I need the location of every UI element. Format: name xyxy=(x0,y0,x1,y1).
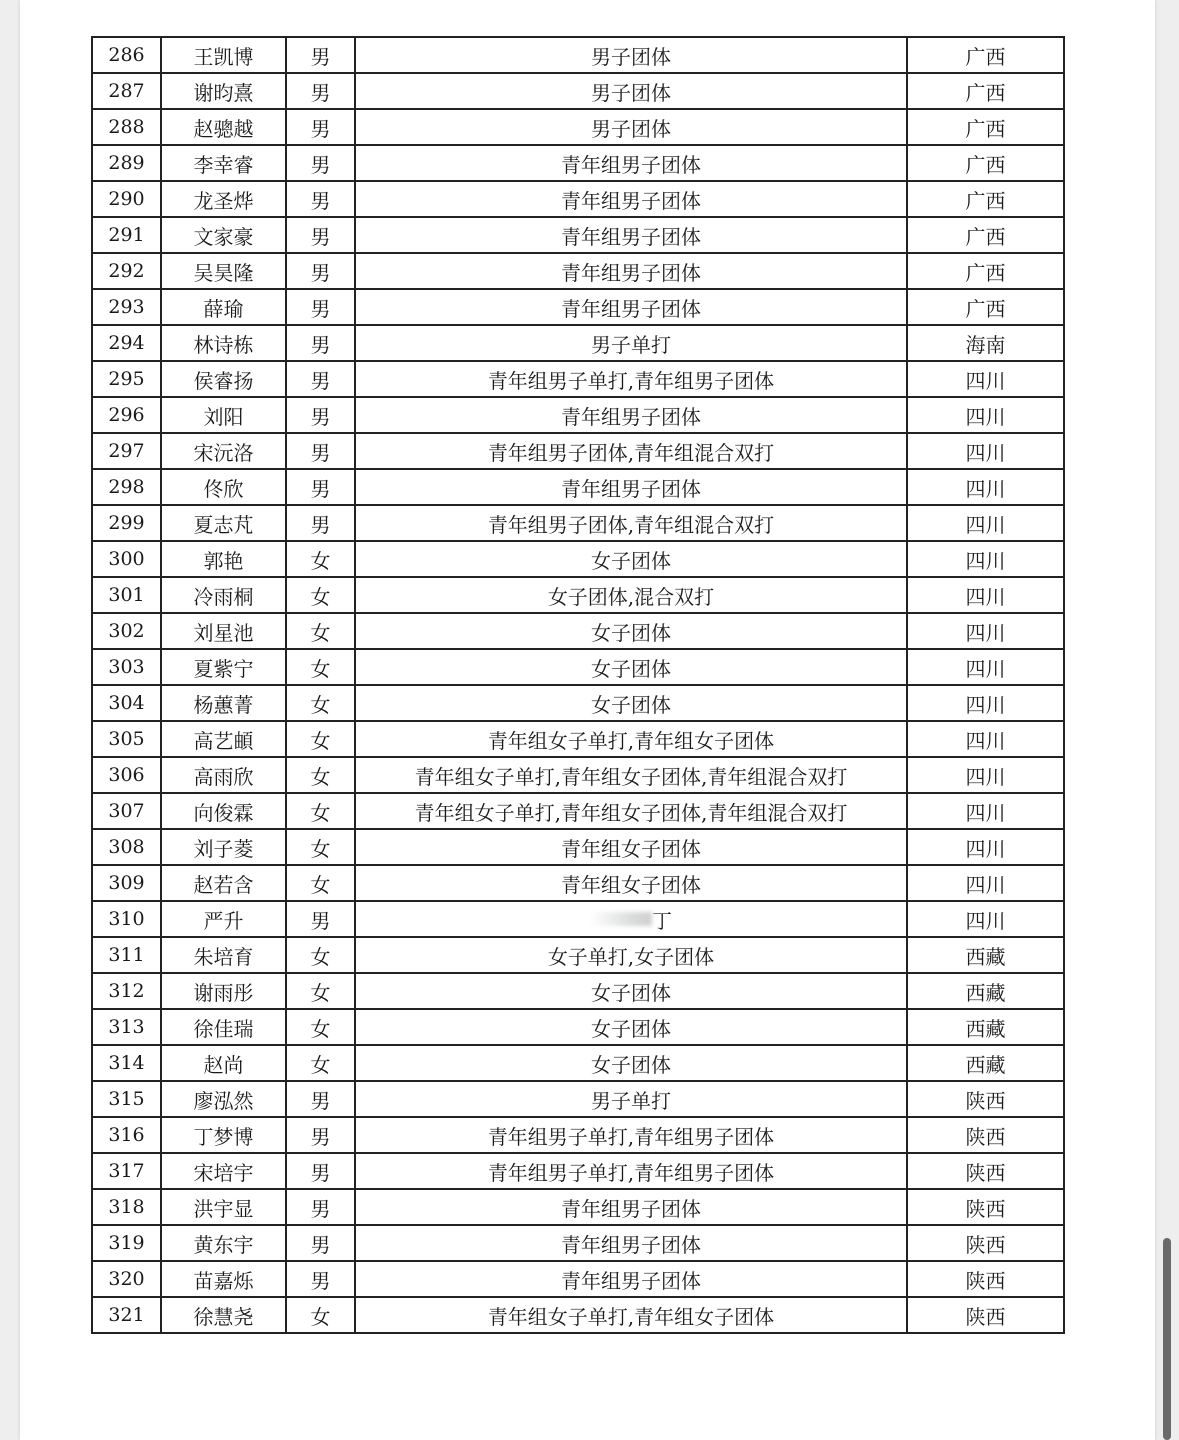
region-cell: 四川 xyxy=(907,397,1064,433)
gender-cell: 男 xyxy=(286,181,355,217)
event-cell: 青年组男子团体 xyxy=(355,181,907,217)
gender-cell: 女 xyxy=(286,757,355,793)
gender-cell: 男 xyxy=(286,1189,355,1225)
gender-cell: 男 xyxy=(286,1117,355,1153)
gender-cell: 女 xyxy=(286,577,355,613)
event-cell: 青年组男子团体 xyxy=(355,397,907,433)
row-number-cell: 309 xyxy=(92,865,161,901)
table-row xyxy=(92,469,1064,505)
region-cell: 广西 xyxy=(907,145,1064,181)
row-number-cell: 303 xyxy=(92,649,161,685)
region-cell: 西藏 xyxy=(907,973,1064,1009)
event-cell: 青年组男子单打,青年组男子团体 xyxy=(355,361,907,397)
event-cell xyxy=(355,901,907,937)
player-name-cell: 高艺頔 xyxy=(161,721,286,757)
row-number-cell: 311 xyxy=(92,937,161,973)
gender-cell: 男 xyxy=(286,397,355,433)
gender-cell: 女 xyxy=(286,649,355,685)
region-cell: 四川 xyxy=(907,901,1064,937)
event-cell: 女子团体 xyxy=(355,541,907,577)
player-name-cell: 刘星池 xyxy=(161,613,286,649)
event-cell: 青年组男子团体 xyxy=(355,289,907,325)
player-name-cell: 黄东宇 xyxy=(161,1225,286,1261)
region-cell: 四川 xyxy=(907,469,1064,505)
player-name-cell: 夏紫宁 xyxy=(161,649,286,685)
region-cell: 广西 xyxy=(907,37,1064,73)
player-name-cell: 严升 xyxy=(161,901,286,937)
gender-cell: 男 xyxy=(286,289,355,325)
table-row xyxy=(92,649,1064,685)
table-row xyxy=(92,325,1064,361)
region-cell: 四川 xyxy=(907,793,1064,829)
event-cell: 青年组女子单打,青年组女子团体 xyxy=(355,1297,907,1333)
player-name-cell: 朱培育 xyxy=(161,937,286,973)
row-number-cell: 306 xyxy=(92,757,161,793)
event-cell: 女子团体 xyxy=(355,1009,907,1045)
region-cell: 广西 xyxy=(907,73,1064,109)
row-number-cell: 298 xyxy=(92,469,161,505)
row-number-cell: 286 xyxy=(92,37,161,73)
player-name-cell: 赵尚 xyxy=(161,1045,286,1081)
player-name-cell: 徐佳瑞 xyxy=(161,1009,286,1045)
row-number-cell: 307 xyxy=(92,793,161,829)
gender-cell: 男 xyxy=(286,253,355,289)
player-name-cell: 洪宇显 xyxy=(161,1189,286,1225)
event-cell: 青年组女子单打,青年组女子团体,青年组混合双打 xyxy=(355,793,907,829)
gender-cell: 女 xyxy=(286,793,355,829)
event-cell: 青年组女子单打,青年组女子团体,青年组混合双打 xyxy=(355,757,907,793)
row-number-cell: 288 xyxy=(92,109,161,145)
table-row xyxy=(92,217,1064,253)
region-cell: 广西 xyxy=(907,217,1064,253)
event-cell: 男子团体 xyxy=(355,73,907,109)
table-row xyxy=(92,1225,1064,1261)
table-row xyxy=(92,181,1064,217)
region-cell: 四川 xyxy=(907,577,1064,613)
row-number-cell: 302 xyxy=(92,613,161,649)
player-roster-table xyxy=(91,36,1065,1334)
table-row xyxy=(92,37,1064,73)
row-number-cell: 318 xyxy=(92,1189,161,1225)
player-name-cell: 徐慧尧 xyxy=(161,1297,286,1333)
region-cell: 陕西 xyxy=(907,1117,1064,1153)
event-cell: 女子团体 xyxy=(355,649,907,685)
gender-cell: 女 xyxy=(286,721,355,757)
row-number-cell: 320 xyxy=(92,1261,161,1297)
gender-cell: 男 xyxy=(286,901,355,937)
player-name-cell: 赵若含 xyxy=(161,865,286,901)
player-name-cell: 佟欣 xyxy=(161,469,286,505)
player-name-cell: 李幸睿 xyxy=(161,145,286,181)
table-row xyxy=(92,865,1064,901)
region-cell: 四川 xyxy=(907,865,1064,901)
event-cell: 青年组男子团体,青年组混合双打 xyxy=(355,505,907,541)
table-row xyxy=(92,397,1064,433)
table-row xyxy=(92,757,1064,793)
event-cell: 青年组男子团体 xyxy=(355,469,907,505)
player-name-cell: 丁梦博 xyxy=(161,1117,286,1153)
table-row xyxy=(92,253,1064,289)
event-cell: 男子单打 xyxy=(355,1081,907,1117)
gender-cell: 女 xyxy=(286,973,355,1009)
gender-cell: 女 xyxy=(286,865,355,901)
table-row xyxy=(92,145,1064,181)
player-name-cell: 林诗栋 xyxy=(161,325,286,361)
gender-cell: 女 xyxy=(286,1009,355,1045)
event-cell: 青年组男子团体 xyxy=(355,1189,907,1225)
event-cell: 青年组女子团体 xyxy=(355,865,907,901)
event-cell: 女子团体,混合双打 xyxy=(355,577,907,613)
row-number-cell: 293 xyxy=(92,289,161,325)
player-name-cell: 苗嘉烁 xyxy=(161,1261,286,1297)
row-number-cell: 299 xyxy=(92,505,161,541)
table-row xyxy=(92,505,1064,541)
table-row xyxy=(92,541,1064,577)
player-name-cell: 谢雨彤 xyxy=(161,973,286,1009)
region-cell: 四川 xyxy=(907,505,1064,541)
scrollbar-thumb[interactable] xyxy=(1163,1238,1171,1440)
table-row xyxy=(92,73,1064,109)
row-number-cell: 310 xyxy=(92,901,161,937)
table-row xyxy=(92,1153,1064,1189)
table-row xyxy=(92,613,1064,649)
table-row xyxy=(92,901,1064,937)
row-number-cell: 290 xyxy=(92,181,161,217)
row-number-cell: 300 xyxy=(92,541,161,577)
event-cell: 青年组男子团体 xyxy=(355,217,907,253)
region-cell: 陕西 xyxy=(907,1081,1064,1117)
gender-cell: 男 xyxy=(286,1261,355,1297)
event-text: 丁 xyxy=(652,908,672,933)
row-number-cell: 301 xyxy=(92,577,161,613)
table-row xyxy=(92,937,1064,973)
table-row xyxy=(92,1045,1064,1081)
table-row xyxy=(92,721,1064,757)
event-cell: 男子团体 xyxy=(355,109,907,145)
document-page xyxy=(20,0,1155,1440)
gender-cell: 男 xyxy=(286,325,355,361)
row-number-cell: 317 xyxy=(92,1153,161,1189)
row-number-cell: 292 xyxy=(92,253,161,289)
region-cell: 四川 xyxy=(907,685,1064,721)
row-number-cell: 287 xyxy=(92,73,161,109)
player-name-cell: 侯睿扬 xyxy=(161,361,286,397)
region-cell: 海南 xyxy=(907,325,1064,361)
event-cell: 青年组男子团体 xyxy=(355,253,907,289)
row-number-cell: 295 xyxy=(92,361,161,397)
player-name-cell: 王凯博 xyxy=(161,37,286,73)
region-cell: 四川 xyxy=(907,541,1064,577)
table-row xyxy=(92,829,1064,865)
player-name-cell: 龙圣烨 xyxy=(161,181,286,217)
row-number-cell: 315 xyxy=(92,1081,161,1117)
table-row xyxy=(92,1189,1064,1225)
player-name-cell: 刘子菱 xyxy=(161,829,286,865)
region-cell: 西藏 xyxy=(907,937,1064,973)
region-cell: 四川 xyxy=(907,757,1064,793)
event-cell: 女子团体 xyxy=(355,613,907,649)
gender-cell: 男 xyxy=(286,37,355,73)
event-cell: 女子单打,女子团体 xyxy=(355,937,907,973)
table-row xyxy=(92,1081,1064,1117)
table-row xyxy=(92,289,1064,325)
gender-cell: 男 xyxy=(286,109,355,145)
player-name-cell: 冷雨桐 xyxy=(161,577,286,613)
region-cell: 四川 xyxy=(907,433,1064,469)
gender-cell: 女 xyxy=(286,1045,355,1081)
player-name-cell: 薛瑜 xyxy=(161,289,286,325)
event-cell: 青年组男子团体 xyxy=(355,1225,907,1261)
region-cell: 四川 xyxy=(907,361,1064,397)
region-cell: 广西 xyxy=(907,253,1064,289)
gender-cell: 男 xyxy=(286,361,355,397)
player-name-cell: 杨蕙菁 xyxy=(161,685,286,721)
table-row xyxy=(92,1261,1064,1297)
scrollbar-track[interactable] xyxy=(1163,0,1173,1440)
gender-cell: 女 xyxy=(286,613,355,649)
table-row xyxy=(92,577,1064,613)
player-name-cell: 文家豪 xyxy=(161,217,286,253)
row-number-cell: 316 xyxy=(92,1117,161,1153)
player-name-cell: 刘阳 xyxy=(161,397,286,433)
event-cell: 青年组女子团体 xyxy=(355,829,907,865)
player-name-cell: 宋沅洛 xyxy=(161,433,286,469)
gender-cell: 男 xyxy=(286,1081,355,1117)
region-cell: 广西 xyxy=(907,289,1064,325)
gender-cell: 男 xyxy=(286,469,355,505)
row-number-cell: 321 xyxy=(92,1297,161,1333)
gender-cell: 男 xyxy=(286,217,355,253)
region-cell: 陕西 xyxy=(907,1297,1064,1333)
row-number-cell: 305 xyxy=(92,721,161,757)
event-cell: 女子团体 xyxy=(355,973,907,1009)
event-cell: 女子团体 xyxy=(355,1045,907,1081)
gender-cell: 男 xyxy=(286,433,355,469)
region-cell: 陕西 xyxy=(907,1261,1064,1297)
table-row xyxy=(92,793,1064,829)
row-number-cell: 291 xyxy=(92,217,161,253)
event-cell: 青年组男子单打,青年组男子团体 xyxy=(355,1153,907,1189)
player-name-cell: 高雨欣 xyxy=(161,757,286,793)
player-name-cell: 吴昊隆 xyxy=(161,253,286,289)
row-number-cell: 313 xyxy=(92,1009,161,1045)
region-cell: 广西 xyxy=(907,181,1064,217)
table-row xyxy=(92,685,1064,721)
row-number-cell: 319 xyxy=(92,1225,161,1261)
gender-cell: 男 xyxy=(286,1153,355,1189)
player-name-cell: 郭艳 xyxy=(161,541,286,577)
gender-cell: 女 xyxy=(286,1297,355,1333)
table-row xyxy=(92,1117,1064,1153)
table-row xyxy=(92,433,1064,469)
event-cell: 女子团体 xyxy=(355,685,907,721)
region-cell: 四川 xyxy=(907,613,1064,649)
gender-cell: 女 xyxy=(286,937,355,973)
player-name-cell: 夏志芃 xyxy=(161,505,286,541)
table-row xyxy=(92,973,1064,1009)
region-cell: 广西 xyxy=(907,109,1064,145)
row-number-cell: 312 xyxy=(92,973,161,1009)
redacted-text-blur xyxy=(590,912,652,926)
row-number-cell: 294 xyxy=(92,325,161,361)
row-number-cell: 296 xyxy=(92,397,161,433)
table-row xyxy=(92,1009,1064,1045)
gender-cell: 男 xyxy=(286,1225,355,1261)
region-cell: 陕西 xyxy=(907,1189,1064,1225)
player-name-cell: 宋培宇 xyxy=(161,1153,286,1189)
player-name-cell: 向俊霖 xyxy=(161,793,286,829)
player-name-cell: 谢昀熹 xyxy=(161,73,286,109)
row-number-cell: 304 xyxy=(92,685,161,721)
table-row xyxy=(92,109,1064,145)
gender-cell: 女 xyxy=(286,685,355,721)
row-number-cell: 308 xyxy=(92,829,161,865)
event-cell: 青年组男子团体 xyxy=(355,145,907,181)
player-name-cell: 赵骢越 xyxy=(161,109,286,145)
region-cell: 西藏 xyxy=(907,1045,1064,1081)
event-cell: 青年组男子团体,青年组混合双打 xyxy=(355,433,907,469)
gender-cell: 女 xyxy=(286,829,355,865)
gender-cell: 男 xyxy=(286,73,355,109)
region-cell: 陕西 xyxy=(907,1153,1064,1189)
row-number-cell: 289 xyxy=(92,145,161,181)
table-row xyxy=(92,1297,1064,1333)
gender-cell: 男 xyxy=(286,505,355,541)
gender-cell: 男 xyxy=(286,145,355,181)
event-cell: 青年组男子团体 xyxy=(355,1261,907,1297)
event-cell: 青年组男子单打,青年组男子团体 xyxy=(355,1117,907,1153)
roster-body xyxy=(92,37,1064,1333)
region-cell: 四川 xyxy=(907,649,1064,685)
region-cell: 陕西 xyxy=(907,1225,1064,1261)
region-cell: 西藏 xyxy=(907,1009,1064,1045)
region-cell: 四川 xyxy=(907,721,1064,757)
row-number-cell: 314 xyxy=(92,1045,161,1081)
event-cell: 男子团体 xyxy=(355,37,907,73)
gender-cell: 女 xyxy=(286,541,355,577)
event-cell: 青年组女子单打,青年组女子团体 xyxy=(355,721,907,757)
table-row xyxy=(92,361,1064,397)
row-number-cell: 297 xyxy=(92,433,161,469)
region-cell: 四川 xyxy=(907,829,1064,865)
player-name-cell: 廖泓然 xyxy=(161,1081,286,1117)
event-cell: 男子单打 xyxy=(355,325,907,361)
